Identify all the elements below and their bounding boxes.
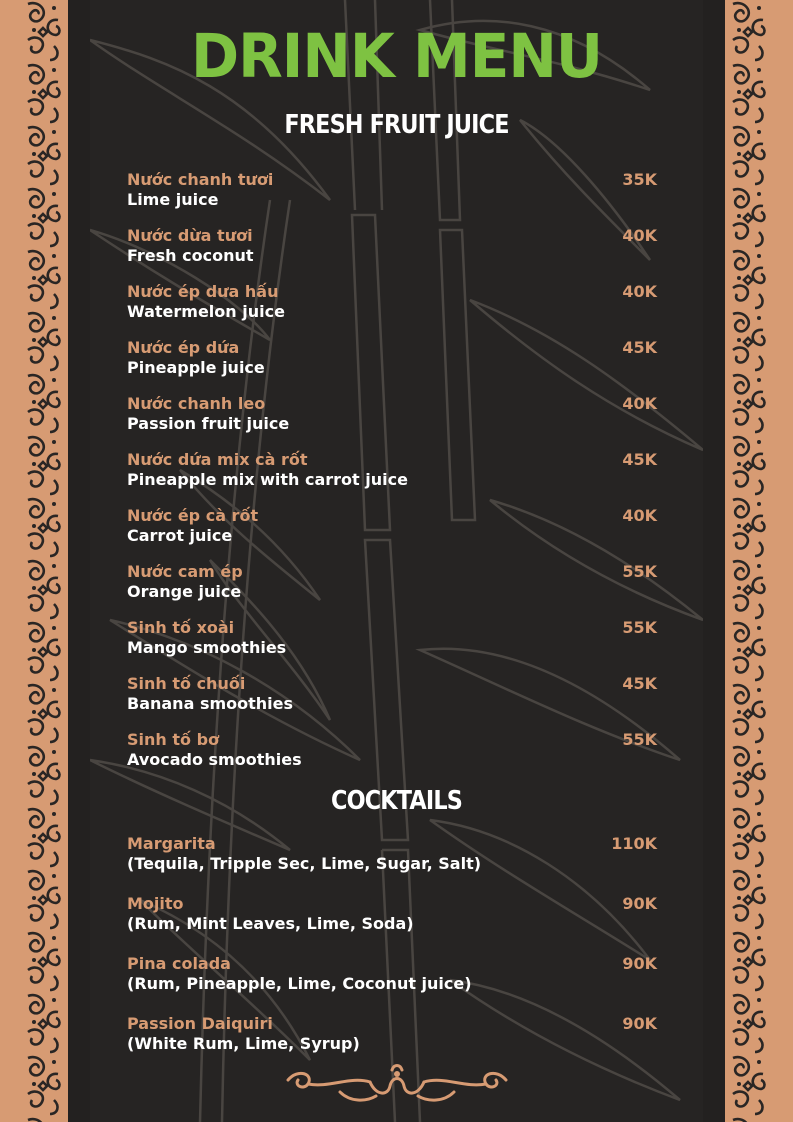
- menu-item: [127, 674, 657, 718]
- item-description: Pineapple juice: [127, 358, 265, 377]
- item-price: 90K: [622, 1014, 657, 1033]
- flourish-ornament-icon: [280, 1062, 514, 1112]
- menu-item: [127, 506, 657, 550]
- item-name: Nước cam ép: [127, 562, 243, 581]
- item-price: 90K: [622, 954, 657, 973]
- item-name: Margarita: [127, 834, 216, 853]
- item-name: Nước chanh tươi: [127, 170, 274, 189]
- item-name: Pina colada: [127, 954, 231, 973]
- item-price: 45K: [622, 338, 657, 357]
- item-price: 40K: [622, 394, 657, 413]
- item-name: Sinh tố bơ: [127, 730, 220, 749]
- menu-item: [127, 450, 657, 494]
- menu-item: [127, 394, 657, 438]
- menu-item: [127, 282, 657, 326]
- right-ornamental-border: [729, 0, 767, 1122]
- item-name: Nước ép dứa: [127, 338, 240, 357]
- item-price: 90K: [622, 894, 657, 913]
- item-name: Nước chanh leo: [127, 394, 266, 413]
- menu-title: DRINK MENU: [190, 20, 603, 92]
- item-price: 40K: [622, 506, 657, 525]
- item-description: Carrot juice: [127, 526, 233, 545]
- menu-item: [127, 562, 657, 606]
- item-name: Nước ép cà rốt: [127, 506, 259, 525]
- item-name: Nước dừa tươi: [127, 226, 253, 245]
- item-description: Avocado smoothies: [127, 750, 302, 769]
- item-description: Mango smoothies: [127, 638, 287, 657]
- item-description: Passion fruit juice: [127, 414, 290, 433]
- item-description: Fresh coconut: [127, 246, 254, 265]
- item-price: 35K: [622, 170, 657, 189]
- item-description: (Rum, Pineapple, Lime, Coconut juice): [127, 974, 472, 993]
- item-description: (Rum, Mint Leaves, Lime, Soda): [127, 914, 414, 933]
- menu-item: [127, 226, 657, 270]
- item-price: 55K: [622, 618, 657, 637]
- item-name: Nước dứa mix cà rốt: [127, 450, 308, 469]
- item-name: Nước ép dưa hấu: [127, 282, 279, 301]
- item-description: Pineapple mix with carrot juice: [127, 470, 408, 489]
- item-description: Watermelon juice: [127, 302, 285, 321]
- item-price: 55K: [622, 730, 657, 749]
- item-name: Sinh tố xoài: [127, 618, 235, 637]
- menu-item: [127, 618, 657, 662]
- item-description: (White Rum, Lime, Syrup): [127, 1034, 360, 1053]
- item-description: Banana smoothies: [127, 694, 294, 713]
- item-price: 40K: [622, 226, 657, 245]
- item-price: 40K: [622, 282, 657, 301]
- item-price: 55K: [622, 562, 657, 581]
- menu-item: [127, 170, 657, 214]
- item-description: (Tequila, Tripple Sec, Lime, Sugar, Salt): [127, 854, 482, 873]
- item-name: Sinh tố chuối: [127, 674, 246, 693]
- menu-item: [127, 954, 657, 998]
- section-title-fresh-fruit-juice: FRESH FRUIT JUICE: [284, 110, 509, 140]
- item-price: 45K: [622, 450, 657, 469]
- item-name: Passion Daiquiri: [127, 1014, 273, 1033]
- section-title-cocktails: COCKTAILS: [331, 786, 462, 816]
- item-price: 45K: [622, 674, 657, 693]
- item-description: Lime juice: [127, 190, 219, 209]
- menu-item: [127, 338, 657, 382]
- left-ornamental-border: [24, 0, 62, 1122]
- menu-item: [127, 730, 657, 774]
- menu-item: [127, 894, 657, 938]
- menu-item: [127, 834, 657, 878]
- item-description: Orange juice: [127, 582, 242, 601]
- menu-item: [127, 1014, 657, 1058]
- item-price: 110K: [611, 834, 657, 853]
- item-name: Mojito: [127, 894, 184, 913]
